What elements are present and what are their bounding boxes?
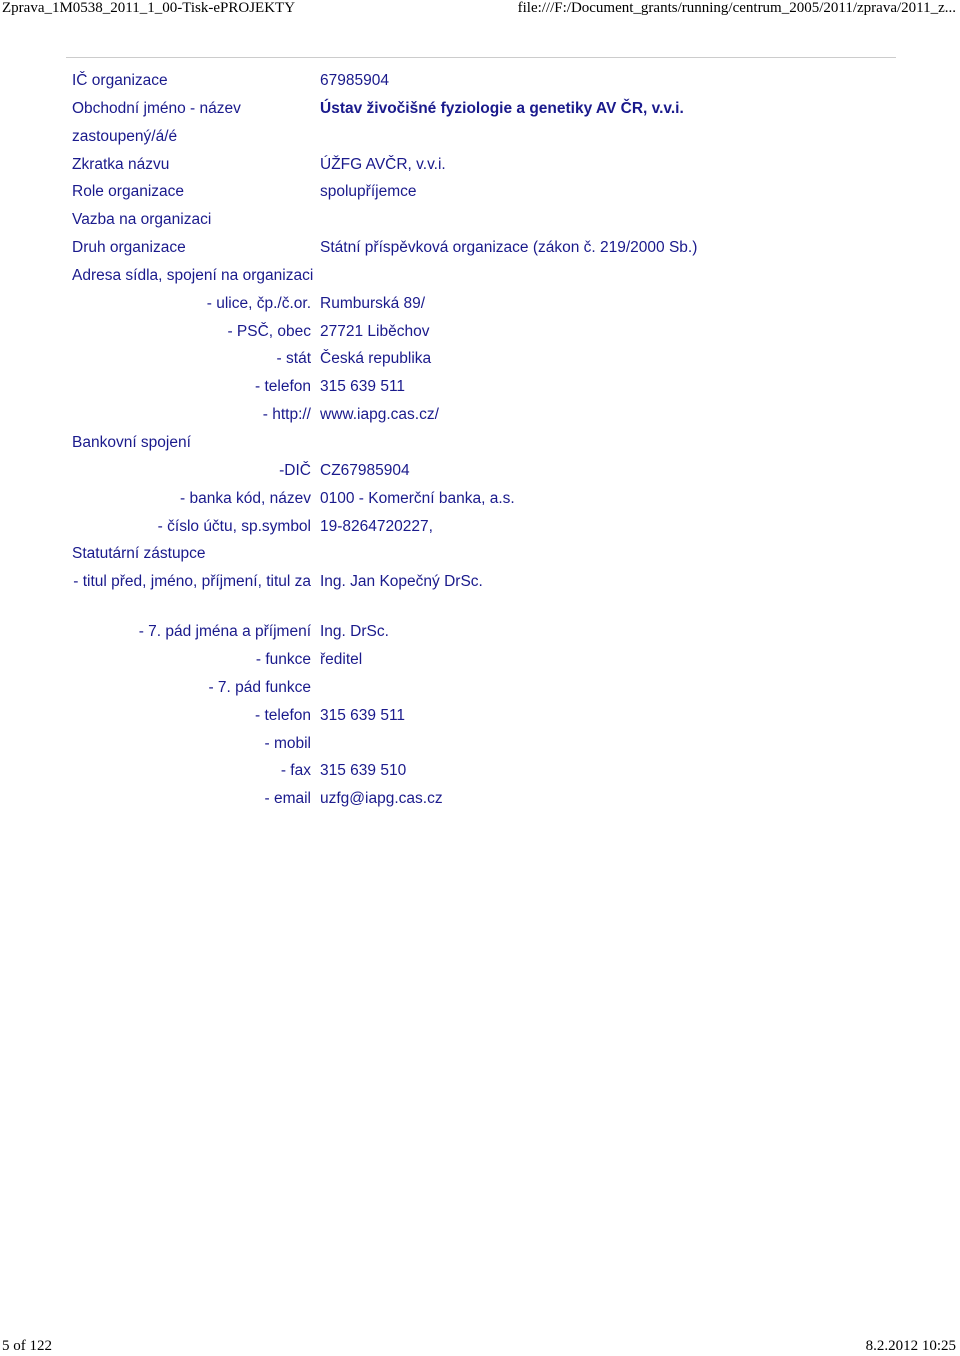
s-phone-value: 315 639 511	[320, 706, 406, 724]
bank-code-value: 0100 - Komerční banka, a.s.	[320, 489, 515, 507]
relation-label: Vazba na organizaci	[72, 211, 212, 229]
row-bank	[0, 429, 960, 457]
street-label: - ulice, čp./č.or.	[206, 294, 311, 312]
row-person	[0, 568, 960, 618]
represented-label: zastoupený/á/é	[72, 127, 178, 145]
page-counter: 5 of 122	[2, 1338, 52, 1354]
name-label: Obchodní jméno - název	[72, 99, 241, 117]
web-label: - http://	[262, 406, 311, 424]
bank-code-label: - banka kód, název	[180, 489, 311, 507]
row-address	[0, 262, 960, 290]
abbr-label: Zkratka názvu	[72, 155, 170, 173]
bank-label: Bankovní spojení	[72, 433, 191, 451]
row-psc	[0, 318, 960, 346]
row-fax	[0, 757, 960, 785]
account-label: - číslo účtu, sp.symbol	[157, 517, 311, 535]
ic-label: IČ organizace	[72, 72, 168, 89]
row-phone	[0, 373, 960, 401]
row-ic	[0, 67, 960, 95]
row-web	[0, 401, 960, 429]
role-label: Role organizace	[72, 183, 185, 201]
organization-details	[0, 67, 960, 813]
address-label: Adresa sídla, spojení na organizaci	[72, 266, 314, 284]
row-s-phone	[0, 702, 960, 730]
row-person7	[0, 618, 960, 646]
row-mobile	[0, 730, 960, 758]
phone-value: 315 639 511	[320, 378, 406, 396]
person-value: Ing. Jan Kopečný DrSc.	[320, 573, 483, 591]
row-country	[0, 345, 960, 373]
fax-value: 315 639 510	[320, 762, 407, 780]
psc-label: - PSČ, obec	[227, 322, 311, 340]
file-path: file:///F:/Document_grants/running/centrum_2005/2011/zprava/2011_z...	[517, 0, 956, 16]
row-street	[0, 290, 960, 318]
statutory-label: Statutární zástupce	[72, 545, 206, 563]
row-dic	[0, 457, 960, 485]
row-function7	[0, 674, 960, 702]
dic-label: -DIČ	[279, 461, 311, 479]
row-function	[0, 646, 960, 674]
type-value: Státní příspěvková organizace (zákon č. 219/2000 Sb.)	[320, 239, 698, 257]
name-value: Ústav živočišné fyziologie a genetiky AV ČR, v.v.i.	[320, 99, 684, 117]
row-statutory	[0, 540, 960, 568]
country-value: Česká republika	[320, 350, 432, 368]
psc-value: 27721 Liběchov	[320, 322, 430, 340]
row-represented	[0, 123, 960, 151]
fax-label: - fax	[280, 762, 311, 780]
email-value: uzfg@iapg.cas.cz	[320, 790, 443, 808]
account-value: 19-8264720227,	[320, 517, 433, 535]
person-label: - titul před, jméno, příjmení, titul za	[73, 573, 311, 591]
print-footer	[0, 1338, 960, 1356]
s-phone-label: - telefon	[254, 706, 311, 724]
mobile-label: - mobil	[264, 734, 311, 752]
print-datetime: 8.2.2012 10:25	[865, 1338, 956, 1354]
print-header	[0, 0, 960, 20]
separator-line	[66, 57, 896, 58]
web-value: www.iapg.cas.cz/	[320, 406, 439, 424]
row-name	[0, 95, 960, 123]
function-value: ředitel	[320, 651, 363, 669]
row-abbr	[0, 151, 960, 179]
document-title: Zprava_1M0538_2011_1_00-Tisk-ePROJEKTY	[2, 0, 296, 16]
street-value: Rumburská 89/	[320, 294, 426, 312]
person7-label: - 7. pád jména a příjmení	[138, 623, 311, 641]
row-type	[0, 234, 960, 262]
row-role	[0, 178, 960, 206]
row-account	[0, 513, 960, 541]
function7-label: - 7. pád funkce	[208, 678, 311, 696]
abbr-value: ÚŽFG AVČR, v.v.i.	[320, 155, 446, 173]
person7-value: Ing. DrSc.	[320, 623, 389, 641]
function-label: - funkce	[255, 651, 311, 669]
dic-value: CZ67985904	[320, 461, 410, 479]
type-label: Druh organizace	[72, 239, 186, 257]
phone-label: - telefon	[254, 378, 311, 396]
row-relation	[0, 206, 960, 234]
email-label: - email	[264, 790, 311, 808]
row-bank-code	[0, 485, 960, 513]
ic-value: 67985904	[320, 72, 389, 89]
row-email	[0, 785, 960, 813]
country-label: - stát	[276, 350, 311, 368]
role-value: spolupříjemce	[320, 183, 417, 201]
